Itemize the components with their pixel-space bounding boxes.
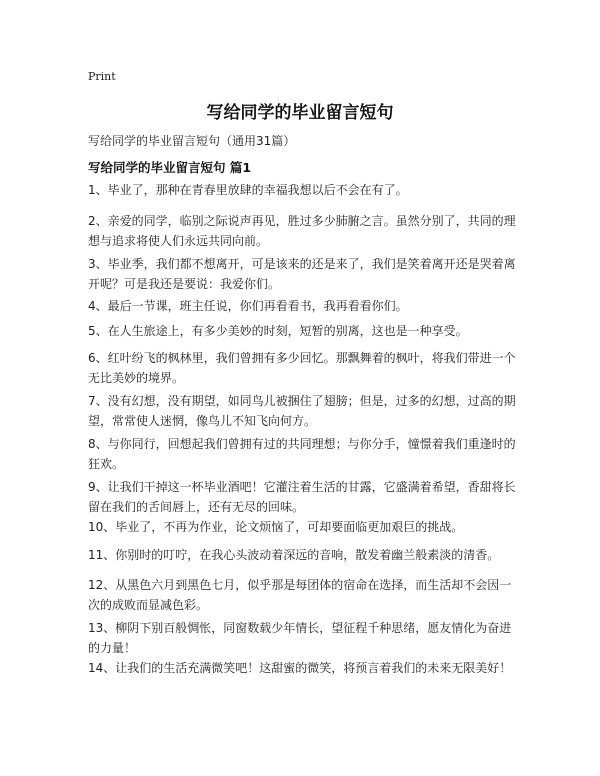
list-item: 5、在人生旅途上，有多少美妙的时刻，短暂的别离，这也是一种享受。 (88, 324, 468, 338)
list-item: 8、与你同行，回想起我们曾拥有过的共同理想；与你分手，憧憬着我们重逢时的狂欢。 (88, 437, 516, 471)
list-item: 11、你别时的叮咛，在我心头波动着深远的音响，散发着幽兰般素淡的清香。 (88, 548, 500, 562)
list-item: 9、让我们干掉这一杯毕业酒吧！它灌注着生活的甘露，它盛满着希望，香甜将长留在我们的舌间唇上，还有无尽的回味。 (88, 480, 516, 514)
list-item: 3、毕业季，我们都不想离开，可是该来的还是来了，我们是笑着离开还是哭着离开呢？可是我还是要说：我爱你们。 (88, 257, 516, 291)
list-item: 2、亲爱的同学，临别之际说声再见，胜过多少肺腑之言。虽然分别了，共同的理想与追求将使人们永远共同向前。 (88, 214, 516, 248)
list-item: 6、红叶纷飞的枫林里，我们曾拥有多少回忆。那飘舞着的枫叶，将我们带进一个无比美妙的境界。 (88, 351, 516, 385)
list-item: 13、柳阴下别百般惆怅，同窗数载少年情长，望征程千种思绪，愿友情化为奋进的力量！ (88, 621, 512, 655)
list-item: 7、没有幻想，没有期望，如同鸟儿被捆住了翅膀；但是，过多的幻想，过高的期望，常常使人迷惘，像鸟儿不知飞向何方。 (88, 394, 516, 428)
list-item: 4、最后一节课，班主任说，你们再看看书，我再看看你们。 (88, 299, 408, 313)
section-heading: 写给同学的毕业留言短句 篇1 (88, 160, 252, 175)
list-item: 12、从黑色六月到黑色七月，似乎那是每团体的宿命在选择，而生活却不会因一次的成败而显减色彩。 (88, 578, 512, 612)
print-link[interactable]: Print (88, 70, 116, 83)
page-title: 写给同学的毕业留言短句 (206, 103, 394, 123)
list-item: 1、毕业了，那种在青春里放肆的幸福我想以后不会在有了。 (88, 183, 408, 197)
list-item: 14、让我们的生活充满微笑吧！这甜蜜的微笑，将预言着我们的未来无限美好！ (88, 661, 512, 675)
list-item: 10、毕业了，不再为作业，论文烦恼了，可却要面临更加艰巨的挑战。 (88, 520, 464, 534)
document-subtitle: 写给同学的毕业留言短句（通用31篇） (88, 134, 296, 148)
